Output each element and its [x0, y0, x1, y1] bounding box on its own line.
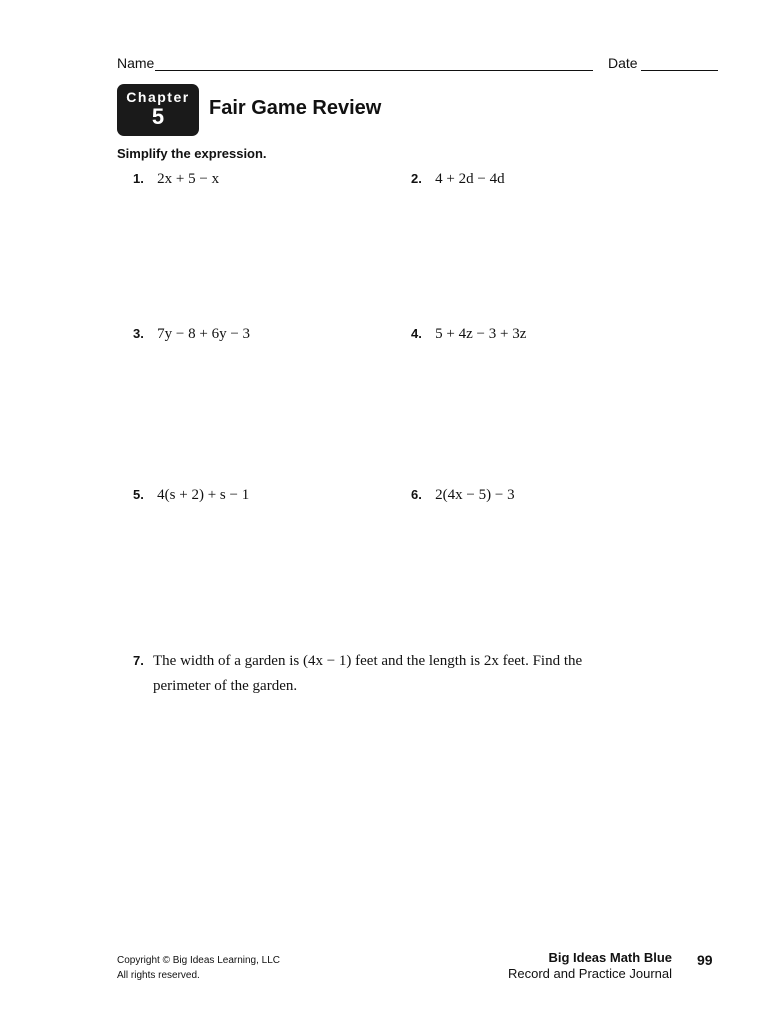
problem-1	[133, 170, 219, 188]
problem-2	[411, 170, 505, 188]
chapter-badge	[117, 84, 199, 136]
name-label: Name	[117, 55, 155, 71]
page-number: 99	[697, 952, 713, 968]
chapter-number: 5	[151, 104, 165, 129]
word-problem-line-1: The width of a garden is (4x − 1) feet and the length is 2x feet. Find the	[153, 653, 583, 669]
word-problem-7	[133, 648, 613, 699]
problem-number: 6.	[411, 487, 422, 502]
problem-expression: 4(s + 2) + s − 1	[157, 487, 250, 503]
problem-expression: 2x + 5 − x	[157, 171, 220, 187]
rights-text: All rights reserved.	[117, 970, 200, 981]
problem-expression: 2(4x − 5) − 3	[435, 487, 515, 503]
word-problem-line-2: perimeter of the garden.	[153, 678, 298, 694]
problem-number: 7.	[133, 653, 144, 668]
instruction-text: Simplify the expression.	[117, 146, 267, 161]
problem-number: 1.	[133, 171, 144, 186]
problem-number: 5.	[133, 487, 144, 502]
chapter-word: Chapter	[126, 89, 190, 105]
problem-3	[133, 325, 250, 343]
problem-6	[411, 486, 515, 504]
page-title: Fair Game Review	[209, 97, 382, 119]
copyright-notice	[117, 953, 280, 983]
problem-expression: 4 + 2d − 4d	[435, 171, 505, 187]
book-credit	[508, 950, 672, 982]
date-field	[608, 55, 718, 71]
problem-expression: 5 + 4z − 3 + 3z	[435, 326, 527, 342]
book-title: Big Ideas Math Blue	[548, 950, 672, 965]
book-subtitle: Record and Practice Journal	[507, 966, 672, 981]
problem-expression: 7y − 8 + 6y − 3	[157, 326, 251, 342]
problem-5	[133, 486, 249, 504]
copyright-text: Copyright © Big Ideas Learning, LLC	[117, 955, 281, 966]
problem-number: 3.	[133, 326, 144, 341]
name-blank	[155, 56, 593, 71]
date-blank	[641, 56, 718, 71]
name-field	[117, 55, 593, 71]
problem-number: 2.	[411, 171, 422, 186]
problem-number: 4.	[411, 326, 422, 341]
problem-4	[411, 325, 526, 343]
date-label: Date	[608, 55, 638, 71]
